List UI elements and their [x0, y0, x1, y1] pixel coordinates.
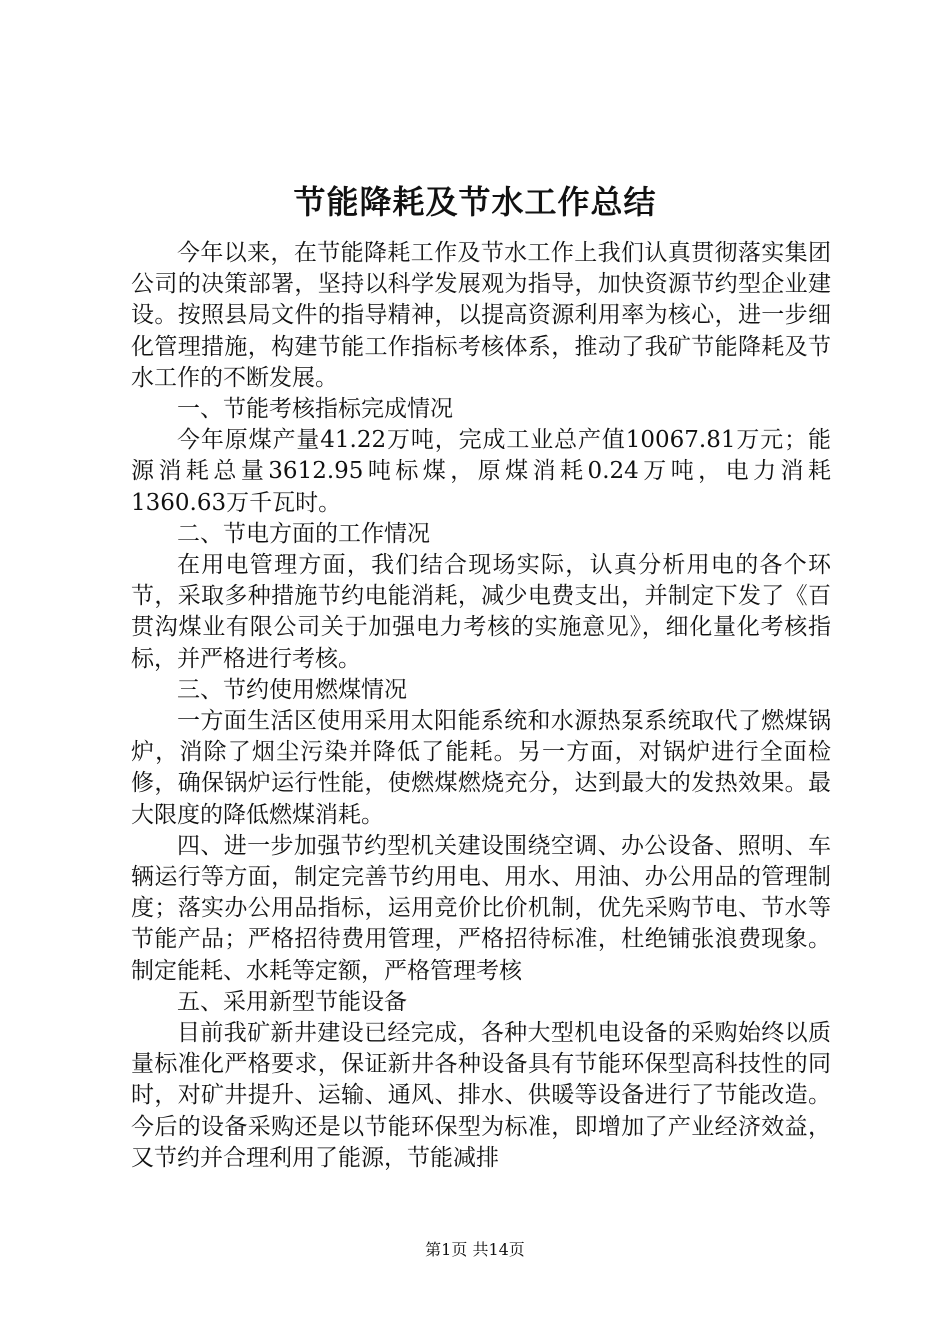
section-heading-1: 一、节能考核指标完成情况 [177, 396, 453, 423]
paragraph-3: 一方面生活区使用采用太阳能系统和水源热泵系统取代了燃煤锅炉，消除了烟尘污染并降低了能耗。另一方面，对锅炉进行全面检修，确保锅炉运行性能，使燃煤燃烧充分，达到最大的发热效果。最大限度的降低燃煤消耗。 [131, 708, 831, 828]
paragraph-4: 四、进一步加强节约型机关建设围绕空调、办公设备、照明、车辆运行等方面，制定完善节约用电、用水、用油、办公用品的管理制度；落实办公用品指标，运用竞价比价机制，优先采购节电、节水等节能产品；严格招待费用管理，严格招待标准，杜绝铺张浪费现象。制定能耗、水耗等定额，严格管理考核 [131, 832, 831, 984]
section-heading-5: 五、采用新型节能设备 [177, 988, 407, 1015]
document-title: 节能降耗及节水工作总结 [293, 183, 657, 221]
paragraph-5: 目前我矿新井建设已经完成，各种大型机电设备的采购始终以质量标准化严格要求，保证新井各种设备具有节能环保型高科技性的同时，对矿井提升、运输、通风、排水、供暖等设备进行了节能改造。今后的设备采购还是以节能环保型为标准，即增加了产业经济效益，又节约并合理利用了能源，节能减排 [131, 1020, 831, 1171]
section-heading-3: 三、节约使用燃煤情况 [177, 676, 407, 703]
document-body [131, 238, 831, 1174]
paragraph-1: 今年原煤产量41.22万吨，完成工业总产值10067.81万元；能源消耗总量3612.95吨标煤，原煤消耗0.24万吨，电力消耗1360.63万千瓦时。 [131, 427, 831, 516]
section-heading-2: 二、节电方面的工作情况 [177, 520, 430, 547]
paragraph-2: 在用电管理方面，我们结合现场实际，认真分析用电的各个环节，采取多种措施节约电能消耗，减少电费支出，并制定下发了《百贯沟煤业有限公司关于加强电力考核的实施意见》，细化量化考核指标，并严格进行考核。 [131, 552, 831, 672]
page-number-footer: 第1页 共14页 [425, 1240, 525, 1259]
paragraph-intro: 今年以来，在节能降耗工作及节水工作上我们认真贯彻落实集团公司的决策部署，坚持以科学发展观为指导，加快资源节约型企业建设。按照县局文件的指导精神，以提高资源利用率为核心，进一步细化管理措施，构建节能工作指标考核体系，推动了我矿节能降耗及节水工作的不断发展。 [131, 240, 831, 391]
